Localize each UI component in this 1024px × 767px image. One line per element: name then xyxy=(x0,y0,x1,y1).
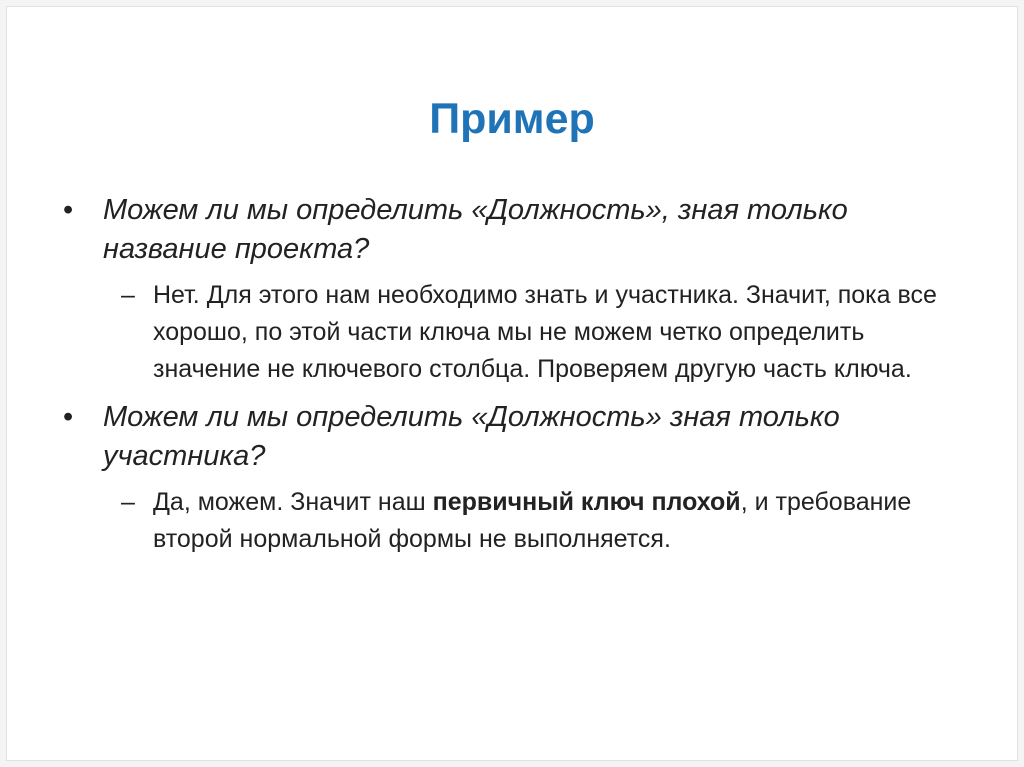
slide-title: Пример xyxy=(429,95,595,143)
answer-bullet xyxy=(63,277,943,388)
answer-text: Нет. Для этого нам необходимо знать и участника. Значит, пока все хорошо, по этой части ключа мы не можем четко определить значение не ключевого столбца. Проверяем другую часть ключа. xyxy=(153,281,937,383)
answer-text-bold: первичный ключ плохой xyxy=(432,488,741,516)
bullet-marker: • xyxy=(63,194,74,226)
dash-marker: – xyxy=(121,281,135,309)
bullet-marker: • xyxy=(63,401,74,433)
answer-text-end: , и требование второй нормальной формы не выполняется. xyxy=(153,488,912,553)
list-item xyxy=(63,191,943,388)
question-text: Можем ли мы определить «Должность» зная только участника? xyxy=(103,401,840,472)
question-bullet xyxy=(63,191,943,269)
answer-bullet xyxy=(63,484,943,558)
list-item xyxy=(63,398,943,558)
question-bullet xyxy=(63,398,943,476)
dash-marker: – xyxy=(121,488,135,516)
slide xyxy=(6,6,1018,761)
slide-content xyxy=(63,191,943,558)
answer-text-start: Да, можем. Значит наш xyxy=(153,488,433,516)
question-text: Можем ли мы определить «Должность», зная только название проекта? xyxy=(103,194,848,265)
